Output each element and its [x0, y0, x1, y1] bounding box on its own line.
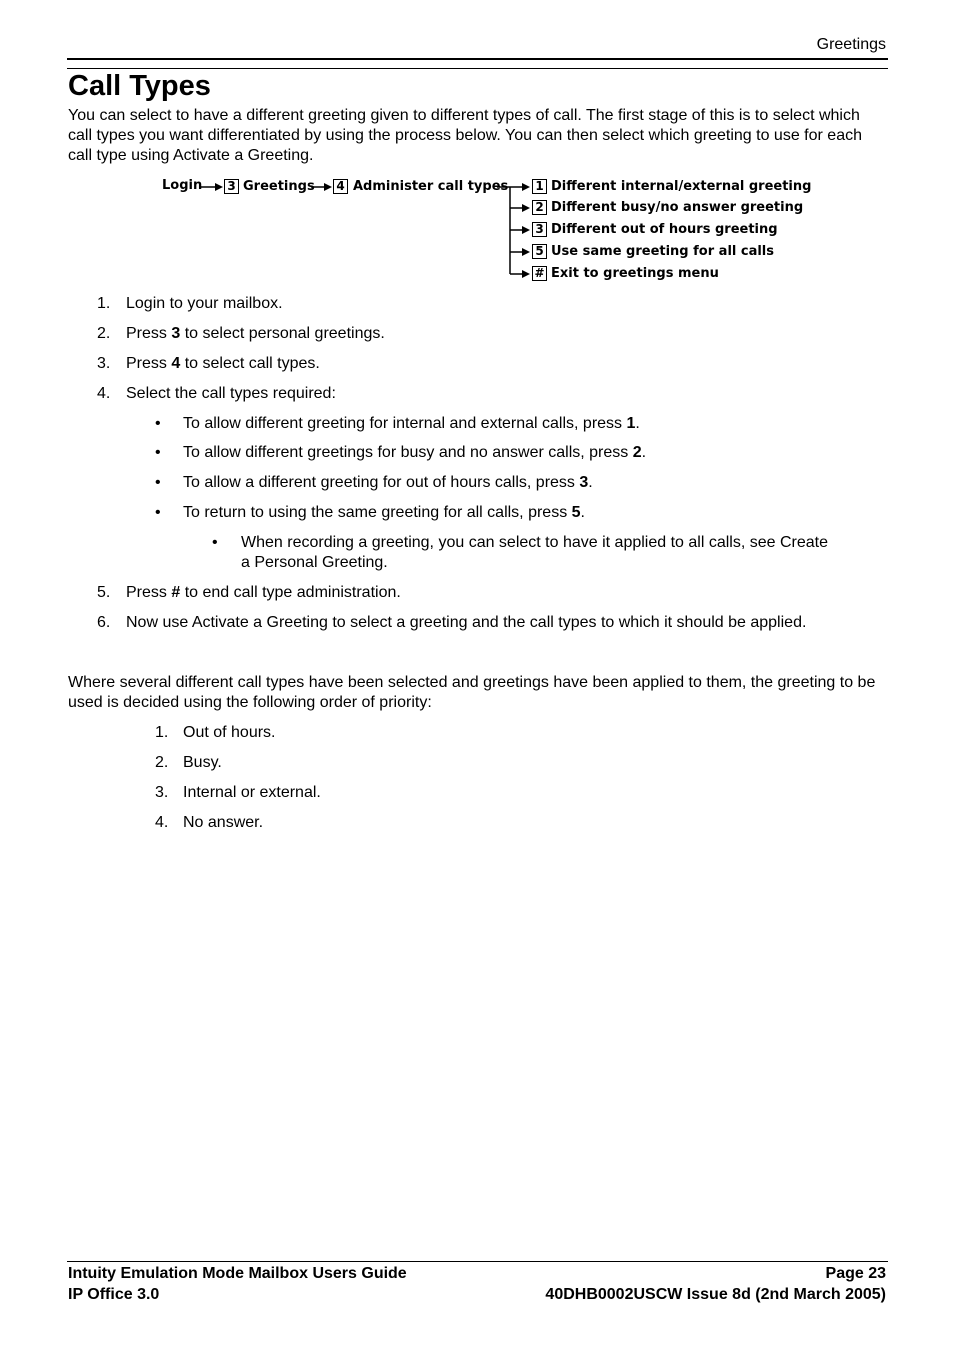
footer-guide-title: Intuity Emulation Mode Mailbox Users Guide	[68, 1265, 407, 1282]
diagram-option-key: 5	[532, 244, 547, 259]
diagram-option-key: 2	[532, 200, 547, 215]
footer-rule	[67, 1261, 888, 1262]
footer-issue: 40DHB0002USCW Issue 8d (2nd March 2005)	[545, 1286, 886, 1303]
call-types-menu-diagram	[0, 0, 954, 300]
diagram-option-label: Different internal/external greeting	[551, 179, 812, 194]
diagram-option-key: 1	[532, 179, 547, 194]
diagram-option-key: 3	[532, 222, 547, 237]
diagram-option-label: Use same greeting for all calls	[551, 244, 775, 259]
diagram-option-key: #	[532, 266, 547, 281]
diagram-key-3: 3	[224, 179, 239, 194]
diagram-connectors	[0, 0, 954, 300]
diagram-key-4: 4	[333, 179, 348, 194]
running-header: Greetings	[816, 36, 886, 53]
diagram-greetings-label: Greetings	[243, 179, 315, 194]
page-title: Call Types	[68, 70, 211, 102]
footer-product: IP Office 3.0	[68, 1286, 160, 1303]
diagram-login-label: Login	[162, 178, 203, 193]
priority-paragraph: Where several different call types have been selected and greetings have been applied to them, the greeting to be used is decided using the following order of priority:	[68, 674, 876, 711]
diagram-option-label: Different out of hours greeting	[551, 222, 778, 237]
diagram-administer-label: Administer call types	[353, 179, 509, 194]
diagram-option-label: Different busy/no answer greeting	[551, 200, 804, 215]
diagram-option-label: Exit to greetings menu	[551, 266, 719, 281]
footer-page-number: Page 23	[825, 1265, 886, 1282]
intro-paragraph: You can select to have a different greeting given to different types of call. The first stage of this is to select which call types you want differentiated by using the process below. You can then select which greeting to use for each call type using Activate a Greeting.	[68, 107, 862, 164]
